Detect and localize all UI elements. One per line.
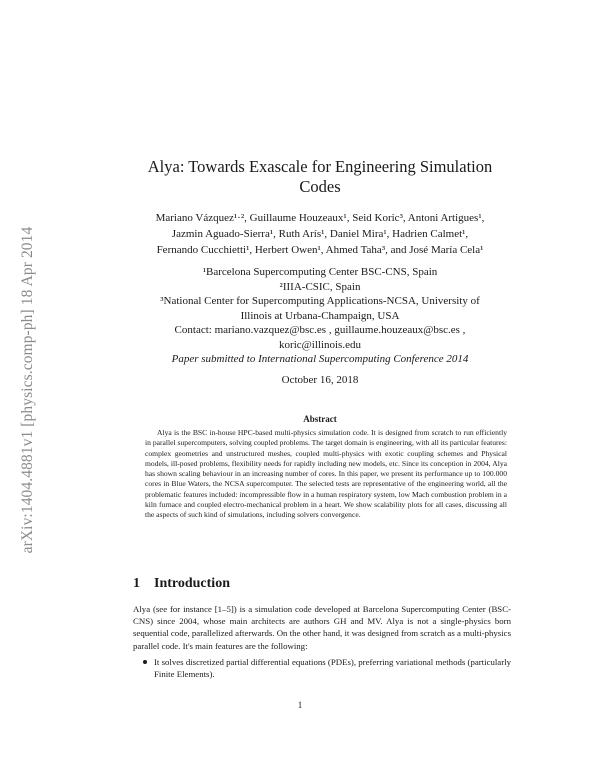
list-item-text: It solves discretized partial differential equations (PDEs), preferring variational methods (particularly Finite Elements). [154,657,511,680]
submission-note: Paper submitted to International Supercomputing Conference 2014 [171,353,469,365]
section-heading [133,576,230,592]
section-title: Introduction [154,576,230,591]
author-line: Fernando Cucchietti¹, Herbert Owen¹, Ahmed Taha³, and José María Cela¹ [156,244,484,256]
contact-line: koric@illinois.edu [279,338,361,351]
affiliations [115,265,525,367]
bullet-icon [143,660,147,664]
contact-line: Contact: mariano.vazquez@bsc.es , guillaume.houzeaux@bsc.es , [174,324,466,336]
paper-title: Alya: Towards Exascale for Engineering Simulation Codes [147,157,493,196]
author-line: Mariano Vázquez¹·², Guillaume Houzeaux¹, Seid Koric³, Antoni Artigues¹, [155,212,485,224]
affiliation-line: ²IIIA-CSIC, Spain [279,280,361,293]
paper-date: October 16, 2018 [281,374,359,386]
affiliation-line: Illinois at Urbana-Champaign, USA [240,309,400,322]
affiliation-line: ¹Barcelona Supercomputing Center BSC-CNS, Spain [202,266,438,278]
page-number: 1 [297,700,303,710]
list-item [143,656,511,680]
abstract-heading: Abstract [303,414,337,424]
arxiv-sidebar [18,140,38,640]
abstract-text: Alya is the BSC in-house HPC-based multi-physics simulation code. It is designed from scratch to run efficiently in parallel supercomputers, solving coupled problems. The target domain is engineering, with all its particular features: complex geometries and unstructured meshes, coupled multi-physics with exotic coupling schemes and Physical models, ill-posed problems, flexibility needs for rapidly including new models, etc. Since its conception in 2004, Alya has shown scaling behaviour in an increasing number of cores. In this paper, we present its performance up to 100.000 cores in Blue Waters, the NCSA supercomputer. The selected tests are representative of the engineering world, all the problematic features included: incompressible flow in a human respiratory system, low Mach combustion problem in a kiln furnace and coupled electro-mechanical problem in a heart. We show scalability plots for all cases, discussing all the aspects of such kind of simulations, including solvers convergence. [145,428,507,520]
affiliation-line: ³National Center for Supercomputing Applications-NCSA, University of [160,295,480,307]
arxiv-identifier: arXiv:1404.4881v1 [physics.comp-ph] 18 Apr 2014 [19,226,36,554]
intro-paragraph: Alya (see for instance [1–5]) is a simulation code developed at Barcelona Supercomputing Center (BSC-CNS) since 2004, whose main architects are authors GH and MV. Alya is not a single-physics born sequential code, parallelized afterwards. On the other hand, it was designed from scratch as a multi-physics parallel code. It's main features are the following: [133,604,511,651]
author-line: Jazmin Aguado-Sierra¹, Ruth Arís¹, Daniel Mira¹, Hadrien Calmet¹, [171,228,469,240]
section-number: 1 [133,576,140,591]
author-list [115,210,525,258]
feature-list [143,656,511,680]
